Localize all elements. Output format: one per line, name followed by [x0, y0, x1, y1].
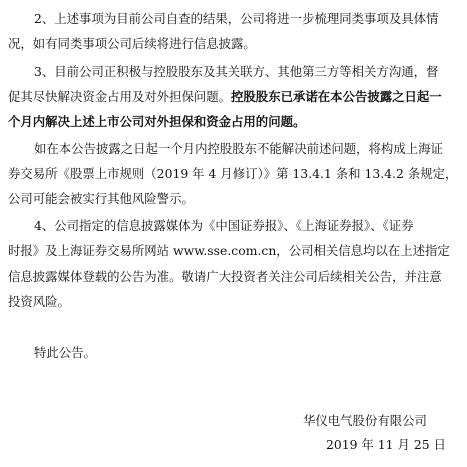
- paragraph-line: [8, 191, 194, 207]
- text-segment: 时报》及上海证券交易所网站 www.sse.com.cn，公司相关信息均以在上述指定: [8, 243, 450, 258]
- text-segment: 况，如有同类事项公司后续将进行信息披露。: [8, 36, 256, 51]
- text-segment: 公司可能会被实行其他风险警示。: [8, 191, 194, 206]
- text-segment: 如在本公告披露之日起一个月内控股股东不能解决前述问题，将构成上海证: [34, 141, 443, 156]
- bold-text-segment: 控股股东已承诺在本公告披露之日起一: [231, 89, 442, 104]
- paragraph-line: [34, 141, 443, 157]
- paragraph-line: [8, 114, 305, 130]
- paragraph-line: [8, 294, 70, 310]
- closing-text: 特此公告。: [34, 345, 96, 360]
- text-segment: 促其尽快解决资金占用及对外担保问题。: [8, 89, 232, 104]
- paragraph-line: [34, 64, 438, 80]
- paragraph-line: [8, 243, 450, 259]
- company-name: 华仪电气股份有限公司: [303, 413, 427, 428]
- paragraph-line: [8, 89, 442, 105]
- text-segment: 券交易所《股票上市规则（2019 年 4 月修订）》第 13.4.1 条和 13.4.2 条规定，: [8, 166, 458, 181]
- text-segment: 2、上述事项为目前公司自查的结果，公司将进一步梳理同类事项及具体情: [34, 11, 439, 26]
- announcement-date: 2019 年 11 月 25 日: [326, 437, 446, 452]
- paragraph-line: [34, 11, 438, 27]
- text-segment: 3、目前公司正积极与控股股东及其关联方、其他第三方等相关方沟通，督: [34, 64, 439, 79]
- text-segment: 4、公司指定的信息披露媒体为《中国证券报》、《上海证券报》、《证券: [34, 218, 414, 233]
- bold-text-segment: 个月内解决上述上市公司对外担保和资金占用的问题。: [8, 114, 306, 129]
- paragraph-line: [8, 166, 457, 182]
- paragraph-line: [8, 269, 442, 285]
- text-segment: 投资风险。: [8, 294, 70, 309]
- paragraph-line: [34, 218, 414, 234]
- text-segment: 信息披露媒体登载的公告为准。敬请广大投资者关注公司后续相关公告，并注意: [8, 269, 442, 284]
- paragraph-line: [8, 36, 256, 52]
